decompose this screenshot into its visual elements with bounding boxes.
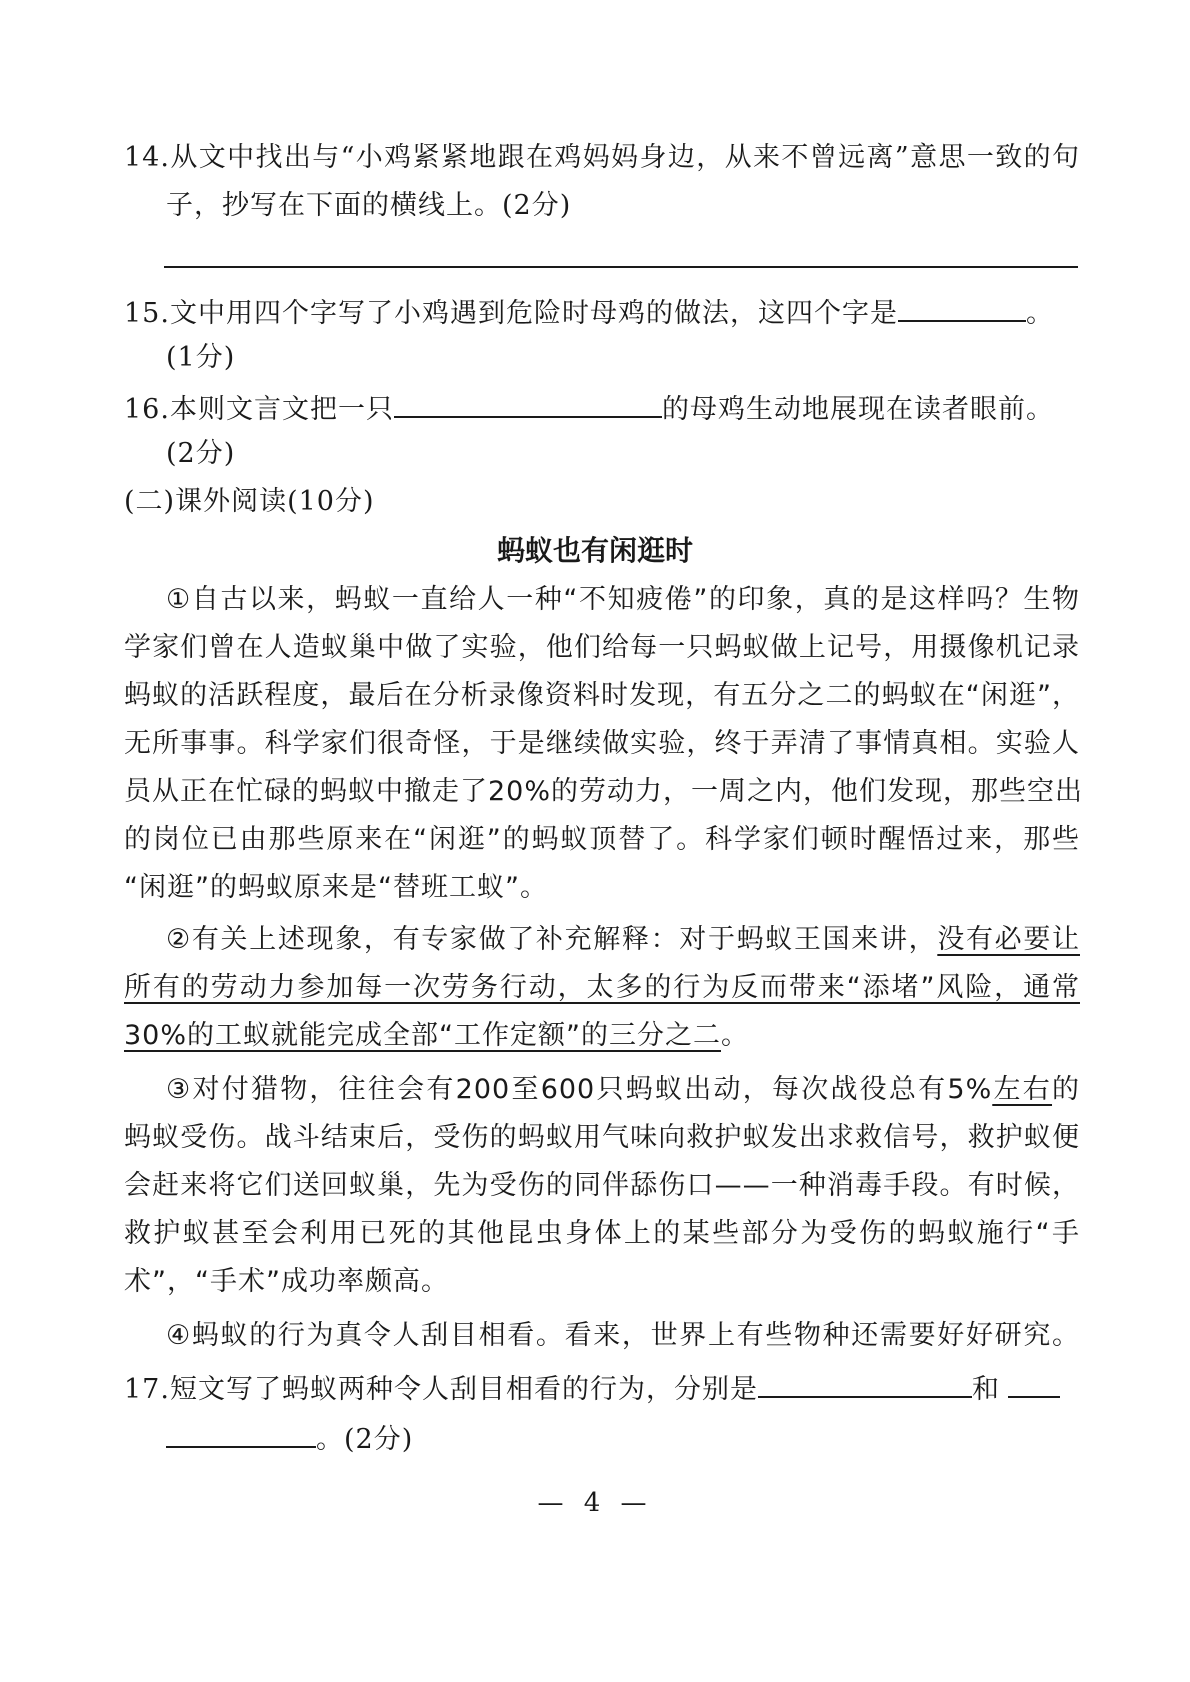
q17-line1 [124,1368,1080,1408]
q15-answer-blank[interactable] [898,292,1026,322]
q17-line2 [166,1418,1080,1458]
p2-line3 [124,1018,1080,1054]
q17-pre: 17.短文写了蚂蚁两种令人刮目相看的行为，分别是 [124,1374,758,1405]
q16-line [124,388,1080,428]
p2-line2 [124,970,1080,1006]
q16-points: (2分) [166,438,236,469]
p3-line3: 会赶来将它们送回蚁巢，先为受伤的同伴舔伤口——一种消毒手段。有时候， [124,1170,1080,1201]
q15-line [124,292,1080,332]
q14-line1: 14.从文中找出与“小鸡紧紧地跟在鸡妈妈身边，从来不曾远离”意思一致的句 [124,142,1080,173]
article-title: 蚂蚁也有闲逛时 [496,534,693,567]
p1-line1: ①自古以来，蚂蚁一直给人一种“不知疲倦”的印象，真的是这样吗？生物 [166,584,1080,615]
q17-answer-blank-1[interactable] [758,1368,972,1398]
p3-line5: 术”，“手术”成功率颇高。 [124,1266,449,1297]
q16-pre: 16.本则文言文把一只 [124,394,394,425]
q17-answer-blank-2b[interactable] [166,1418,316,1448]
p2-line1 [166,922,1080,958]
q14-line2: 子，抄写在下面的横线上。(2分) [166,190,572,221]
q16-post: 的母鸡生动地展现在读者眼前。 [661,394,1054,425]
q17-end: 。(2分) [316,1424,414,1455]
p1-line3: 蚂蚁的活跃程度，最后在分析录像资料时发现，有五分之二的蚂蚁在“闲逛”， [124,680,1080,711]
p2-line1-plain: ②有关上述现象，有专家做了补充解释：对于蚂蚁王国来讲， [166,924,938,955]
p1-line2: 学家们曾在人造蚁巢中做了实验，他们给每一只蚂蚁做上记号，用摄像机记录 [124,632,1080,663]
p1-line5: 员从正在忙碌的蚂蚁中撤走了20%的劳动力，一周之内，他们发现，那些空出 [124,776,1084,807]
p1-line4: 无所事事。科学家们很奇怪，于是继续做实验，终于弄清了事情真相。实验人 [124,728,1080,759]
p1-line7: “闲逛”的蚂蚁原来是“替班工蚁”。 [124,872,548,903]
section-heading: (二)课外阅读(10分) [124,486,375,517]
p2-line2-underlined: 所有的劳动力参加每一次劳务行动，太多的行为反而带来“添堵”风险，通常 [124,972,1080,1003]
q15-end: 。 [1025,298,1054,329]
p2-line3-end: 。 [721,1020,749,1051]
page-number: — 4 — [537,1488,653,1518]
p3-line2: 蚂蚁受伤。战斗结束后，受伤的蚂蚁用气味向救护蚁发出求救信号，救护蚁便 [124,1122,1080,1153]
q17-answer-blank-2a[interactable] [1008,1368,1060,1398]
p4-line1: ④蚂蚁的行为真令人刮目相看。看来，世界上有些物种还需要好好研究。 [166,1320,1080,1351]
q15-text: 15.文中用四个字写了小鸡遇到危险时母鸡的做法，这四个字是 [124,298,898,329]
q16-answer-blank[interactable] [394,388,662,418]
p2-line1-underlined: 没有必要让 [937,924,1080,955]
p3-line1-underlined: 左右 [992,1074,1053,1105]
q15-points: (1分) [166,342,236,373]
p3-line4: 救护蚁甚至会利用已死的其他昆虫身体上的某些部分为受伤的蚂蚁施行“手 [124,1218,1080,1249]
p3-line1-post: 的 [1052,1074,1081,1105]
p3-line1 [166,1072,1080,1108]
p3-line1-pre: ③对付猎物，往往会有200至600只蚂蚁出动，每次战役总有5% [166,1074,993,1105]
p2-line3-underlined: 30%的工蚁就能完成全部“工作定额”的三分之二 [124,1020,721,1051]
p1-line6: 的岗位已由那些原来在“闲逛”的蚂蚁顶替了。科学家们顿时醒悟过来，那些 [124,824,1080,855]
q17-mid: 和 [971,1374,1000,1405]
q14-answer-line[interactable] [164,266,1078,268]
